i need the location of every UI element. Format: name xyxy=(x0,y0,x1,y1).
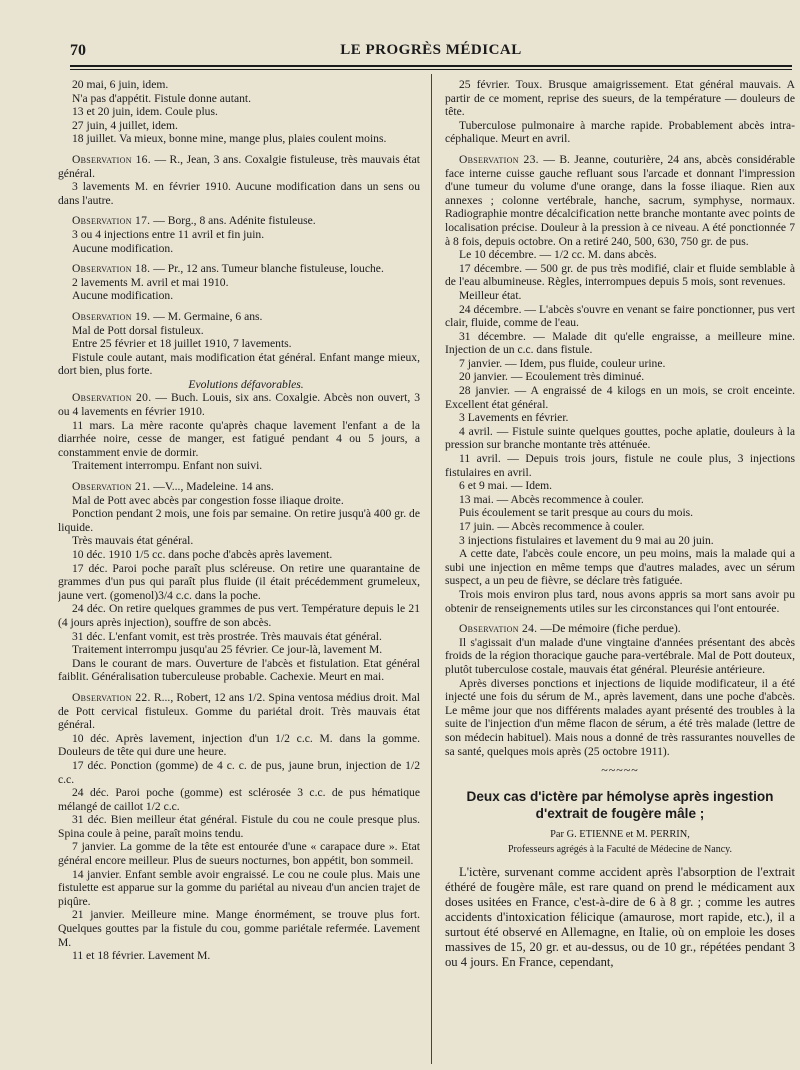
text-line: 4 avril. — Fistule suinte quelques gouttes, poche aplatie, douleurs à la pression sur branche montante très atténuée. xyxy=(445,424,795,452)
text-line: 17 déc. Ponction (gomme) de 4 c. c. de pus, jaune brun, injection de 1/2 c.c. xyxy=(58,758,420,786)
observation-label: Observation 24. xyxy=(459,622,538,636)
observation-text: — M. Germaine, 6 ans. xyxy=(153,309,263,323)
text-line: 31 déc. L'enfant vomit, est très prostrée. Très mauvais état général. xyxy=(72,629,382,643)
text-line: Entre 25 février et 18 juillet 1910, 7 lavements. xyxy=(72,337,292,351)
observation-label: Observation 20. xyxy=(72,391,152,405)
text-line: 21 janvier. Meilleure mine. Mange énormément, se trouve plus fort. Quelques gouttes par la fistule du cou, gomme pariétale refermée. Lavement M. xyxy=(58,908,420,949)
text-line: 11 mars. La mère raconte qu'après chaque lavement l'enfant a de la diarrhée noire, cesse de manger, est fatigué pendant 4 ou 5 jours, a constamment envie de dormir. xyxy=(58,418,420,459)
text-line: Le 10 décembre. — 1/2 cc. M. dans abcès. xyxy=(459,248,657,262)
text-line: 3 lavements M. en février 1910. Aucune modification dans un sens ou dans l'autre. xyxy=(58,180,420,207)
observation-label: Observation 23. xyxy=(459,152,539,166)
article-body: L'ictère, survenant comme accident après l'absorption de l'extrait éthéré de fougère mâle, est rare quand on prend le médicament aux doses usitées en France, c'est-à-dire de 6 à 8 gr. ; comme les autres accidents d'intoxication félicique (amaurose, mort rapide, etc.), il a surtout été observé en Allemagne, en Italie, où on emploie les doses massives de 15, 20 gr. et au-dessus, ou de 10 gr., répétées pendant 3 ou 4 jours. En France, cependant, xyxy=(445,864,795,969)
text-line: 31 décembre. — Malade dit qu'elle engraisse, a meilleure mine. Injection de un c.c. dans fistule. xyxy=(445,329,795,357)
observation-21 xyxy=(58,480,420,494)
text-line: 24 déc. On retire quelques grammes de pus vert. Température depuis le 21 (4 jours après injection), souffre de son abcès. xyxy=(58,602,420,629)
section-ornament: ~~~~~ xyxy=(601,763,639,778)
observation-23 xyxy=(445,153,795,248)
text-line: 20 mai, 6 juin, idem. xyxy=(72,78,169,91)
text-line: Fistule coule autant, mais modification état général. Enfant mange mieux, dort bien, plus forte. xyxy=(58,350,420,378)
text-line: Trois mois environ plus tard, nous avons appris sa mort sans avoir pu obtenir de renseignements utiles sur les circonstances qui l'ont entourée. xyxy=(445,587,795,615)
text-line: Tuberculose pulmonaire à marche rapide. Probablement abcès intra-céphalique. Meurt en avril. xyxy=(445,118,795,146)
page-number: 70 xyxy=(70,42,86,59)
article-affiliation: Professeurs agrégés à la Faculté de Médecine de Nancy. xyxy=(508,844,732,856)
text-line: Après diverses ponctions et injections de liquide modificateur, il a été injecté une fois du sérum de M., après lavement, dans une poche d'abcès. Le même jour que nos différents malades ayant présenté des troubles à la suite de l'injection d'un même flacon de sérum, a été très malade (lettre de son médecin habituel). Mais nous a donné de très rassurantes nouvelles de sa santé, quelques mois après (25 octobre 1911). xyxy=(445,676,795,758)
text-line: 31 déc. Bien meilleur état général. Fistule du cou ne coule presque plus. Spina coule à peine, paraît moins tendu. xyxy=(58,813,420,840)
text-line: 17 juin. — Abcès recommence à couler. xyxy=(459,520,645,533)
article-byline: Par G. ETIENNE et M. PERRIN, xyxy=(550,828,690,840)
observation-16 xyxy=(58,153,420,180)
text-line: Puis écoulement se tarit presque au cours du mois. xyxy=(459,506,694,520)
text-line: 27 juin, 4 juillet, idem. xyxy=(72,118,178,132)
journal-title: LE PROGRÈS MÉDICAL xyxy=(340,42,522,58)
text-line: 11 et 18 février. Lavement M. xyxy=(72,949,211,963)
section-title: Evolutions défavorables. xyxy=(188,377,304,391)
text-line: 6 et 9 mai. — Idem. xyxy=(459,479,553,493)
observation-label: Observation 21. xyxy=(72,480,151,494)
text-line: 3 injections fistulaires et lavement du 9 mai au 20 juin. xyxy=(459,533,714,547)
observation-17 xyxy=(58,214,420,228)
observation-19 xyxy=(58,310,420,324)
text-line: 2 lavements M. avril et mai 1910. xyxy=(72,275,229,289)
observation-label: Observation 18. xyxy=(72,262,151,276)
observation-18 xyxy=(58,262,420,276)
observation-label: Observation 17. xyxy=(72,214,151,228)
text-line: Meilleur état. xyxy=(459,288,522,302)
text-line: 7 janvier. La gomme de la tête est entourée d'une « carapace dure ». Etat général encore meilleur. Plus de sueurs nocturnes, bon appétit, bon sommeil. xyxy=(58,840,420,868)
observation-label: Observation 16. xyxy=(72,152,151,166)
text-line: 18 juillet. Va mieux, bonne mine, mange plus, plaies coulent moins. xyxy=(72,132,387,146)
text-line: 13 et 20 juin, idem. Coule plus. xyxy=(72,105,218,119)
observation-label: Observation 22. xyxy=(72,690,151,704)
page-header xyxy=(70,42,792,64)
text-line: Il s'agissait d'un malade d'une vingtaine d'années présentant des abcès froids de la région thoracique gauche para-vertébrale. Mal de Pott douteux, plutôt tuberculose costale, mauvais état général. Pleurésie antérieure. xyxy=(445,635,795,676)
text-line: Dans le courant de mars. Ouverture de l'abcès et fistulation. Etat général faiblit. Généralisation tuberculeuse probable. Cachexie. Meurt en mai. xyxy=(58,656,420,684)
text-line: N'a pas d'appétit. Fistule donne autant. xyxy=(72,91,252,105)
text-line: Aucune modification. xyxy=(72,289,174,303)
observation-text: — R., Jean, 3 ans. Coxalgie fistuleuse, très mauvais état général. xyxy=(58,152,420,180)
observation-24 xyxy=(445,622,795,636)
text-line: A cette date, l'abcès coule encore, un peu moins, mais la malade qui a subi une injection en même temps que d'autres malades, avec un sérum suspect, a un peu de fièvre, se déclare très fatiguée. xyxy=(445,547,795,588)
observation-22 xyxy=(58,691,420,732)
text-line: 25 février. Toux. Brusque amaigrissement. Etat général mauvais. A partir de ce moment, reprise des sueurs, de la température — douleurs de tête. xyxy=(445,78,795,119)
left-column xyxy=(58,78,420,1063)
text-line: Mal de Pott dorsal fistuleux. xyxy=(72,323,204,337)
observation-text: —V..., Madeleine. 14 ans. xyxy=(153,480,274,494)
text-line: 17 décembre. — 500 gr. de pus très modifié, clair et fluide semblable à de l'eau albumineuse. Règles, interrompues depuis 5 mois, sont revenues. xyxy=(445,261,795,289)
observation-text: —De mémoire (fiche perdue). xyxy=(540,622,681,636)
observation-text: — Buch. Louis, six ans. Coxalgie. Abcès non ouvert, 3 ou 4 lavements en février 1910. xyxy=(58,391,420,419)
text-line: Traitement interrompu jusqu'au 25 février. Ce jour-là, lavement M. xyxy=(72,643,383,657)
text-line: Aucune modification. xyxy=(72,241,174,255)
header-rule-thin xyxy=(70,69,792,70)
text-line: Traitement interrompu. Enfant non suivi. xyxy=(72,459,263,473)
column-divider xyxy=(431,74,432,1064)
text-line: 3 Lavements en février. xyxy=(459,411,569,425)
header-rule xyxy=(70,65,792,67)
text-line: 24 décembre. — L'abcès s'ouvre en venant se faire ponctionner, pus vert clair, fluide, comme de l'eau. xyxy=(445,302,795,330)
text-line: 20 janvier. — Ecoulement très diminué. xyxy=(459,370,645,384)
text-line: 13 mai. — Abcès recommence à couler. xyxy=(459,492,644,506)
text-line: 10 déc. 1910 1/5 cc. dans poche d'abcès après lavement. xyxy=(72,548,333,561)
text-line: 28 janvier. — A engraissé de 4 kilogs en un mois, se croit enceinte. Excellent état général. xyxy=(445,384,795,411)
text-line: 14 janvier. Enfant semble avoir engraissé. Le cou ne coule plus. Mais une fistulette est apparue sur la gomme du pariétal au niveau d'un ancien trajet de piqûre. xyxy=(58,867,420,908)
text-line: 10 déc. Après lavement, injection d'un 1/2 c.c. M. dans la gomme. Douleurs de tête qui dure une heure. xyxy=(58,731,420,759)
observation-label: Observation 19. xyxy=(72,309,151,323)
text-line: 17 déc. Paroi poche paraît plus scléreuse. On retire une quarantaine de grammes d'un pus qui paraît plus fluide (il était précédemment grumeleux, jaune vert. (gomenol)3/4 c.c. dans la poche. xyxy=(58,561,420,602)
observation-text: — Borg., 8 ans. Adénite fistuleuse. xyxy=(153,214,316,228)
right-column xyxy=(445,78,795,1063)
observation-text: R..., Robert, 12 ans 1/2. Spina ventosa médius droit. Mal de Pott cervical fistuleux. Gomme du pariétal droit. Très mauvais état général. xyxy=(58,690,420,732)
text-line: 24 déc. Paroi poche (gomme) est sclérosée 3 c.c. de pus hématique mélangé de caillot 1/2 c.c. xyxy=(58,786,420,813)
text-line: 7 janvier. — Idem, pus fluide, couleur urine. xyxy=(459,356,666,370)
text-line: Ponction pendant 2 mois, une fois par semaine. On retire jusqu'à 400 gr. de liquide. xyxy=(58,507,420,534)
text-line: 11 avril. — Depuis trois jours, fistule ne coule plus, 3 injections fistulaires en avril. xyxy=(445,452,795,479)
article-title: Deux cas d'ictère par hémolyse après ingestion d'extrait de fougère mâle ; xyxy=(466,788,774,821)
text-line: Mal de Pott avec abcès par congestion fosse iliaque droite. xyxy=(72,493,344,507)
observation-text: — Pr., 12 ans. Tumeur blanche fistuleuse, louche. xyxy=(153,262,384,276)
observation-text: — B. Jeanne, couturière, 24 ans, abcès considérable face interne cuisse gauche refluant sous l'arcade et donnant l'impression d'une tumeur du volume d'une orange, dans la fosse iliaque. Rien aux annexes ; colonne vertébrale, hanche, sacrum, symphyse, normaux. Radiographie montre décalcification nette branche montante avec points de localisation précise. Douleur à la pression à ce niveau. A été ponctionnée 7 à 8 fois, depuis octobre. On a retiré 240, 500, 630, 750 gr. de pus. xyxy=(445,152,795,248)
text-line: 3 ou 4 injections entre 11 avril et fin juin. xyxy=(72,227,265,241)
text-line: Très mauvais état général. xyxy=(72,534,194,548)
observation-20 xyxy=(58,391,420,418)
